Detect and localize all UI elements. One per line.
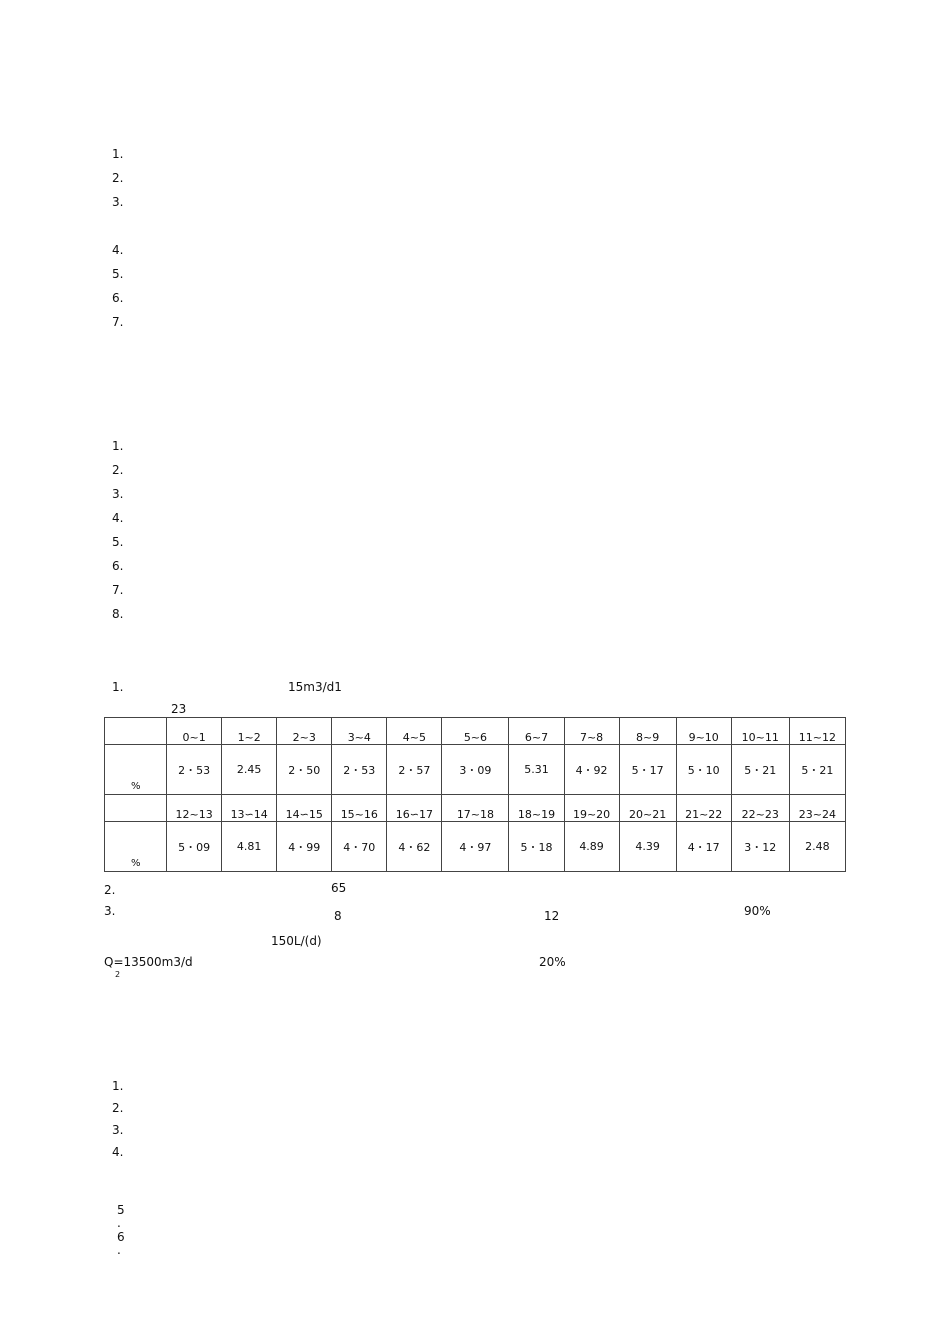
table-cell: 5・21 (789, 745, 845, 795)
table-row (105, 822, 846, 872)
percent-label: % (131, 781, 141, 792)
table-cell: 3・09 (442, 745, 509, 795)
table-cell: 2・53 (167, 745, 222, 795)
table-cell: 4・70 (332, 822, 387, 872)
list-item: 1. (112, 147, 124, 161)
table-cell: 4.89 (564, 822, 619, 872)
table-cell: 2~3 (277, 718, 332, 745)
table-cell: 5~6 (442, 718, 509, 745)
list-item: 1. (112, 1079, 124, 1093)
list-item: 3. (112, 195, 124, 209)
table-cell: 13∽14 (222, 795, 277, 822)
list-item-dot: . (117, 1216, 121, 1230)
percent-label: % (131, 858, 141, 869)
problem3-value-c: 90% (744, 904, 771, 918)
flow-formula-subscript: 2 (115, 970, 121, 979)
table-cell: 7~8 (564, 718, 619, 745)
table-cell (105, 718, 167, 745)
list-item: 4. (112, 243, 124, 257)
problem3-value-b: 12 (544, 909, 560, 923)
list-item: 6. (112, 559, 124, 573)
table-cell: 1~2 (222, 718, 277, 745)
table-cell: 9~10 (676, 718, 731, 745)
list-item: 5. (112, 535, 124, 549)
table-cell: 2.45 (222, 745, 277, 795)
table-cell: 18~19 (509, 795, 564, 822)
table-row (105, 745, 846, 795)
flow-formula: Q=13500m3/d (104, 955, 193, 969)
problem1-note: 23 (171, 702, 187, 716)
table-cell: 4・62 (387, 822, 442, 872)
table-row (105, 718, 846, 745)
table-cell: 2.48 (789, 822, 845, 872)
problem3-value-a: 8 (334, 909, 342, 923)
table-cell: 22~23 (731, 795, 789, 822)
table-cell: 4・99 (277, 822, 332, 872)
table-cell: 10~11 (731, 718, 789, 745)
problem3-value-d: 150L/(d) (271, 934, 322, 948)
list-item: 1. (112, 439, 124, 453)
list-item: 2. (112, 1101, 124, 1115)
table-cell: 16∽17 (387, 795, 442, 822)
table-cell: 4・97 (442, 822, 509, 872)
table-cell: 14∽15 (277, 795, 332, 822)
list-item: 6. (112, 291, 124, 305)
list-item: 8. (112, 607, 124, 621)
table-cell: 19~20 (564, 795, 619, 822)
list-item-dot: . (117, 1243, 121, 1257)
table-cell: 2・53 (332, 745, 387, 795)
list-item-five (117, 1204, 125, 1230)
list-item: 4. (112, 511, 124, 525)
table-cell: 8~9 (619, 718, 676, 745)
table-cell: 11~12 (789, 718, 845, 745)
table-cell: 23~24 (789, 795, 845, 822)
list-item: 2. (112, 171, 124, 185)
list-item: 7. (112, 315, 124, 329)
table-cell: 5・18 (509, 822, 564, 872)
problem2-value: 65 (331, 881, 347, 895)
table-cell: 5・10 (676, 745, 731, 795)
hourly-usage-table (104, 717, 846, 872)
list-item: 2. (112, 463, 124, 477)
list-item: 3. (112, 487, 124, 501)
table-cell: 21~22 (676, 795, 731, 822)
table-cell: 3・12 (731, 822, 789, 872)
table-row (105, 795, 846, 822)
table-cell: 15~16 (332, 795, 387, 822)
problem3-value-e: 20% (539, 955, 566, 969)
problem1-value: 15m3/d1 (288, 680, 342, 694)
table-cell: 5・09 (167, 822, 222, 872)
table-cell: 0~1 (167, 718, 222, 745)
table-cell: 4.39 (619, 822, 676, 872)
problem2-number: 2. (104, 883, 116, 897)
table-cell: 4.81 (222, 822, 277, 872)
table-cell: 6~7 (509, 718, 564, 745)
percent-label-cell (105, 822, 167, 872)
percent-label-cell (105, 745, 167, 795)
list-item-digit: 6 (117, 1230, 125, 1244)
list-item: 5. (112, 267, 124, 281)
list-item: 3. (112, 1123, 124, 1137)
table-cell: 17~18 (442, 795, 509, 822)
table-cell: 3~4 (332, 718, 387, 745)
list-item-six (117, 1231, 125, 1257)
table-cell: 20~21 (619, 795, 676, 822)
table-cell: 5・21 (731, 745, 789, 795)
table-cell: 5.31 (509, 745, 564, 795)
list-item: 4. (112, 1145, 124, 1159)
table-cell: 2・57 (387, 745, 442, 795)
table-cell: 12~13 (167, 795, 222, 822)
table-cell (105, 795, 167, 822)
problem1-number: 1. (112, 680, 124, 694)
table-cell: 5・17 (619, 745, 676, 795)
problem3-number: 3. (104, 904, 116, 918)
list-item: 7. (112, 583, 124, 597)
table-cell: 2・50 (277, 745, 332, 795)
list-item-digit: 5 (117, 1203, 125, 1217)
table-cell: 4~5 (387, 718, 442, 745)
table-cell: 4・17 (676, 822, 731, 872)
table-cell: 4・92 (564, 745, 619, 795)
